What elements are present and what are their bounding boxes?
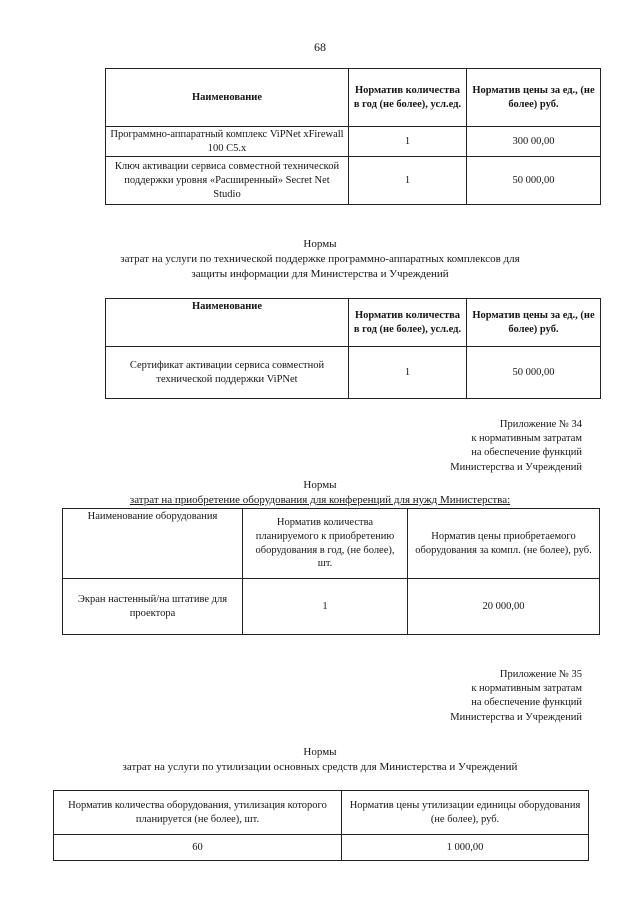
section-subtitle-line: затрат на услуги по утилизации основных средств для Министерства и Учреждений bbox=[122, 760, 518, 773]
table-tech-support bbox=[105, 298, 601, 399]
table-header-row bbox=[106, 69, 601, 127]
cell-quantity: 1 bbox=[349, 157, 467, 205]
cell-price: 50 000,00 bbox=[467, 347, 601, 399]
cell-price: 50 000,00 bbox=[467, 157, 601, 205]
section-subtitle-line: защиты информации для Министерства и Учреждений bbox=[191, 267, 449, 280]
column-header-price: Норматив цены за ед., (не более) руб. bbox=[467, 69, 601, 127]
table-header-row bbox=[54, 791, 589, 835]
table-row bbox=[106, 347, 601, 399]
cell-quantity: 1 bbox=[349, 347, 467, 399]
column-header-price: Норматив цены приобретаемого оборудования за компл. (не более), руб. bbox=[408, 509, 600, 579]
section-heading-disposal bbox=[0, 745, 640, 775]
section-heading-tech-support bbox=[0, 237, 640, 282]
column-header-quantity: Норматив количества в год (не более), усл.ед. bbox=[349, 299, 467, 347]
cell-price: 300 00,00 bbox=[467, 127, 601, 157]
column-header-name: Наименование bbox=[106, 299, 349, 347]
appendix-number: Приложение № 34 bbox=[499, 419, 582, 430]
cell-quantity: 1 bbox=[349, 127, 467, 157]
appendix-34-header bbox=[450, 418, 582, 475]
section-heading-conference-equipment bbox=[0, 478, 640, 508]
table-header-row bbox=[106, 299, 601, 347]
table-row bbox=[54, 835, 589, 861]
table-header-row bbox=[63, 509, 600, 579]
cell-price: 1 000,00 bbox=[342, 835, 589, 861]
table-row bbox=[106, 127, 601, 157]
appendix-line: к нормативным затратам bbox=[471, 683, 582, 695]
section-subtitle-line: затрат на услуги по технической поддержке программно-аппаратных комплексов для bbox=[120, 252, 520, 265]
column-header-price: Норматив цены утилизации единицы оборудования (не более), руб. bbox=[342, 791, 589, 835]
table-row bbox=[106, 157, 601, 205]
column-header-quantity: Норматив количества оборудования, утилизация которого планируется (не более), шт. bbox=[54, 791, 342, 835]
page-number: 68 bbox=[314, 40, 326, 54]
column-header-name: Наименование bbox=[106, 69, 349, 127]
section-subtitle-line: затрат на приобретение оборудования для конференций для нужд Министерства: bbox=[129, 493, 511, 506]
appendix-line: Министерства и Учреждений bbox=[450, 461, 582, 473]
appendix-line: на обеспечение функций bbox=[471, 447, 582, 459]
appendix-35-header bbox=[450, 668, 582, 725]
section-title: Нормы bbox=[303, 746, 337, 758]
section-title: Нормы bbox=[303, 238, 337, 250]
cell-name: Сертификат активации сервиса совместной технической поддержки ViPNet bbox=[106, 347, 349, 399]
cell-name: Ключ активации сервиса совместной технической поддержки уровня «Расширенный» Secret Net Studio bbox=[106, 157, 349, 205]
appendix-number: Приложение № 35 bbox=[499, 669, 582, 680]
appendix-line: на обеспечение функций bbox=[471, 697, 582, 709]
table-conference-equipment bbox=[62, 508, 600, 635]
table-equipment-prices bbox=[105, 68, 601, 205]
cell-name: Экран настенный/на штативе для проектора bbox=[63, 579, 243, 635]
table-row bbox=[63, 579, 600, 635]
cell-quantity: 60 bbox=[54, 835, 342, 861]
column-header-equipment-name: Наименование оборудования bbox=[63, 509, 243, 579]
section-title: Нормы bbox=[303, 479, 337, 491]
appendix-line: Министерства и Учреждений bbox=[450, 711, 582, 723]
column-header-price: Норматив цены за ед., (не более) руб. bbox=[467, 299, 601, 347]
column-header-quantity: Норматив количества в год (не более), усл.ед. bbox=[349, 69, 467, 127]
cell-price: 20 000,00 bbox=[408, 579, 600, 635]
table-asset-disposal bbox=[53, 790, 589, 861]
cell-name: Программно-аппаратный комплекс ViPNet xFirewall 100 C5.x bbox=[106, 127, 349, 157]
appendix-line: к нормативным затратам bbox=[471, 433, 582, 445]
column-header-quantity: Норматив количества планируемого к приобретению оборудования в год, (не более), шт. bbox=[243, 509, 408, 579]
cell-quantity: 1 bbox=[243, 579, 408, 635]
